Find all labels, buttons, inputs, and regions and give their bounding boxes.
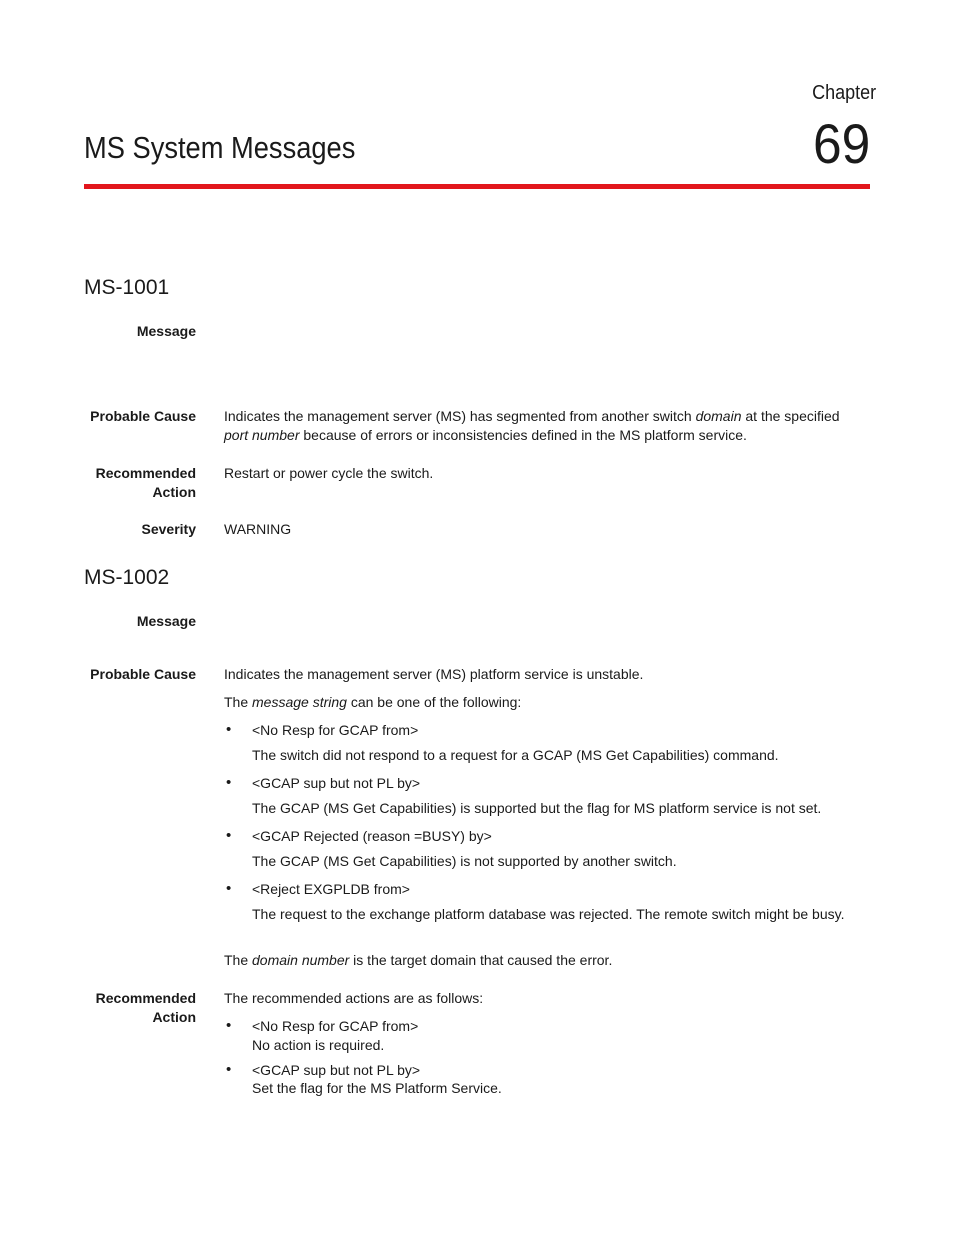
list-item-title: <GCAP Rejected (reason =BUSY) by> (252, 828, 492, 844)
probable-cause-label: Probable Cause (90, 408, 196, 424)
bullet-icon: • (226, 1017, 232, 1034)
severity-value: WARNING (224, 521, 292, 537)
message-string-intro: The message string can be one of the following: (224, 694, 522, 710)
recommended-action-label: Recommended Action (95, 465, 196, 500)
list-item-title: <GCAP sup but not PL by> (252, 775, 421, 791)
recommended-action-label: Recommended Action (95, 990, 196, 1025)
section-heading-ms-1002: MS-1002 (84, 566, 170, 589)
severity-label: Severity (141, 521, 196, 537)
chapter-label: Chapter (811, 82, 876, 104)
bullet-icon: • (226, 880, 232, 897)
title-divider (84, 184, 870, 189)
list-item-title: <Reject EXGPLDB from> (252, 881, 410, 897)
probable-cause-text: Indicates the management server (MS) platform service is unstable. (224, 666, 644, 682)
list-item-title: <GCAP sup but not PL by> (252, 1062, 421, 1078)
page-title: MS System Messages (84, 130, 356, 165)
bullet-icon: • (226, 1061, 232, 1078)
chapter-number: 69 (812, 112, 870, 175)
section-heading-ms-1001: MS-1001 (84, 276, 170, 299)
list-item-title: <No Resp for GCAP from> (252, 1018, 419, 1034)
message-label: Message (136, 323, 196, 339)
list-item-title: <No Resp for GCAP from> (252, 722, 419, 738)
bullet-icon: • (226, 774, 232, 791)
domain-number-note: The domain number is the target domain that caused the error. (224, 952, 613, 968)
probable-cause-label: Probable Cause (90, 666, 196, 682)
probable-cause-text: Indicates the management server (MS) has segmented from another switch domain at the specified port number because of errors or inconsistencies defined in the MS platform service. (224, 408, 840, 443)
recommended-action-intro: The recommended actions are as follows: (224, 990, 484, 1006)
message-label: Message (136, 613, 196, 629)
bullet-icon: • (226, 827, 232, 844)
recommended-action-text: Restart or power cycle the switch. (224, 465, 434, 481)
bullet-icon: • (226, 721, 232, 738)
